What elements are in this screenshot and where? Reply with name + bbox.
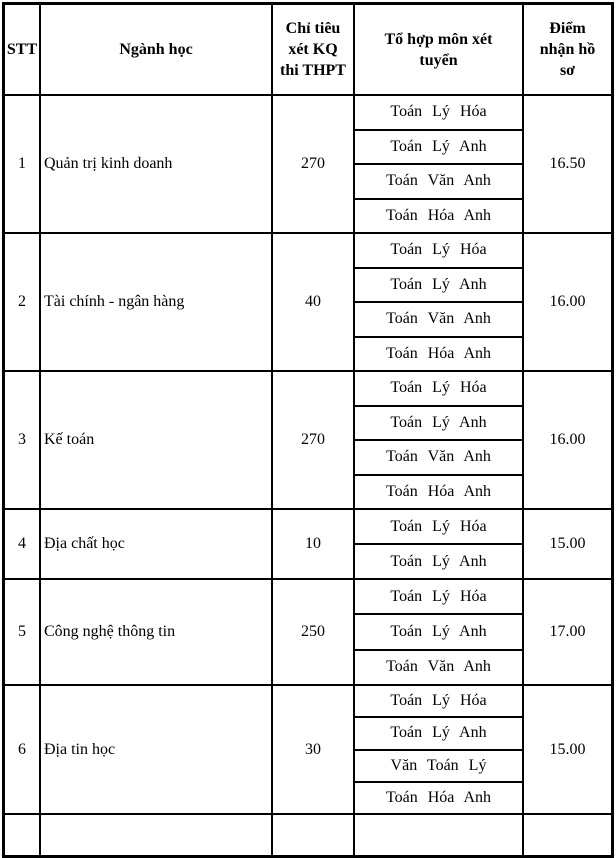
cell-score: 16.00 bbox=[549, 431, 586, 448]
combo-cell: Toán Văn Anh bbox=[355, 301, 522, 336]
combo-cell: Toán Hóa Anh bbox=[355, 474, 522, 509]
cell-combos bbox=[355, 234, 524, 370]
cell-combos bbox=[355, 686, 524, 813]
admission-table bbox=[2, 2, 614, 858]
header-major: Ngành học bbox=[41, 5, 273, 94]
partial-next-row bbox=[5, 815, 611, 855]
combo-cell: Toán Hóa Anh bbox=[355, 198, 522, 233]
combo-cell: Toán Lý Hóa bbox=[390, 241, 487, 259]
combo-cell: Văn Toán Lý bbox=[355, 749, 522, 781]
cell-major: Kế toán bbox=[41, 372, 273, 508]
cell-quota: 270 bbox=[273, 96, 355, 232]
cell-stt: 4 bbox=[5, 510, 41, 578]
cell-score: 15.00 bbox=[549, 740, 586, 758]
combo-cell: Toán Văn Anh bbox=[355, 163, 522, 198]
cell-combos bbox=[355, 96, 524, 232]
cell-score: 16.50 bbox=[549, 155, 586, 172]
partial-cell-quota bbox=[273, 815, 355, 855]
cell-stt: 5 bbox=[5, 580, 41, 684]
cell-combos bbox=[355, 510, 524, 578]
cell-stt: 1 bbox=[5, 96, 41, 232]
cell-combos bbox=[355, 372, 524, 508]
cell-quota: 10 bbox=[273, 510, 355, 578]
combo-cell: Toán Lý Anh bbox=[355, 267, 522, 302]
combo-cell: Toán Lý Anh bbox=[355, 405, 522, 440]
cell-score: 16.00 bbox=[549, 293, 586, 310]
combo-cell: Toán Văn Anh bbox=[355, 439, 522, 474]
combo-cell: Toán Lý Hóa bbox=[390, 379, 487, 397]
header-combos: Tổ hợp môn xét tuyển bbox=[355, 5, 524, 94]
cell-stt: 2 bbox=[5, 234, 41, 370]
cell-quota: 30 bbox=[273, 686, 355, 813]
cell-quota: 250 bbox=[273, 580, 355, 684]
cell-score: 15.00 bbox=[549, 535, 586, 552]
cell-major: Địa chất học bbox=[41, 510, 273, 578]
cell-major: Quản trị kinh doanh bbox=[41, 96, 273, 232]
combo-cell: Toán Lý Anh bbox=[355, 129, 522, 164]
combo-cell: Toán Lý Hóa bbox=[390, 587, 487, 605]
combo-cell: Toán Lý Anh bbox=[355, 613, 522, 648]
header-quota: Chỉ tiêu xét KQ thi THPT bbox=[273, 5, 355, 94]
cell-major: Tài chính - ngân hàng bbox=[41, 234, 273, 370]
cell-major: Công nghệ thông tin bbox=[41, 580, 273, 684]
cell-quota: 270 bbox=[273, 372, 355, 508]
cell-stt: 6 bbox=[5, 686, 41, 813]
partial-cell-combos bbox=[355, 815, 524, 855]
combo-cell: Toán Văn Anh bbox=[355, 649, 522, 684]
cell-score: 17.00 bbox=[549, 623, 586, 640]
table-row bbox=[5, 686, 611, 815]
partial-cell-major bbox=[41, 815, 273, 855]
combo-cell: Toán Lý Hóa bbox=[390, 103, 487, 121]
header-score: Điểm nhận hồ sơ bbox=[539, 20, 596, 79]
table-row bbox=[5, 234, 611, 372]
partial-cell-score bbox=[524, 815, 611, 855]
cell-major: Địa tin học bbox=[41, 686, 273, 813]
table-row bbox=[5, 510, 611, 580]
table-header-row bbox=[5, 5, 611, 96]
table-row bbox=[5, 580, 611, 686]
cell-quota: 40 bbox=[273, 234, 355, 370]
header-stt: STT bbox=[5, 5, 41, 94]
partial-cell-stt bbox=[5, 815, 41, 855]
combo-cell: Toán Lý Anh bbox=[355, 716, 522, 748]
combo-cell: Toán Lý Hóa bbox=[390, 692, 487, 710]
cell-stt: 3 bbox=[5, 372, 41, 508]
combo-cell: Toán Lý Anh bbox=[355, 543, 522, 578]
cell-combos bbox=[355, 580, 524, 684]
combo-cell: Toán Hóa Anh bbox=[355, 781, 522, 813]
combo-cell: Toán Hóa Anh bbox=[355, 336, 522, 371]
table-row bbox=[5, 372, 611, 510]
table-row bbox=[5, 96, 611, 234]
combo-cell: Toán Lý Hóa bbox=[390, 517, 487, 535]
